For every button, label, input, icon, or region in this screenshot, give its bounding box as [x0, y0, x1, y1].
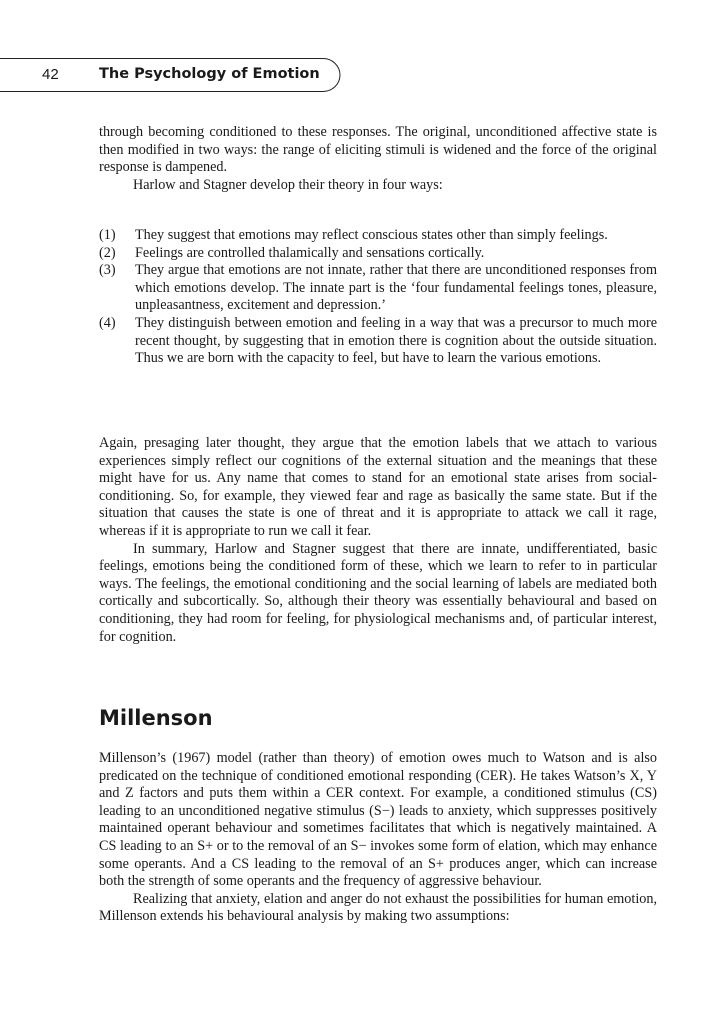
paragraph: through becoming conditioned to these responses. The original, unconditioned affective state is then modified in two ways: the range of eliciting stimuli is widened and the force of the original response is dampened. — [99, 124, 657, 176]
list-item-text: They argue that emotions are not innate, rather that there are unconditioned responses from which emotions develop. The innate part is the ‘four fundamental feelings tones, pleasure, unpleasantness, excitement and depression.’ — [135, 262, 657, 314]
section-text-block — [99, 750, 657, 926]
list-item — [99, 315, 657, 368]
list-item-text: Feelings are controlled thalamically and sensations cortically. — [135, 244, 485, 261]
list-item — [99, 245, 657, 263]
paragraph: Realizing that anxiety, elation and anger do not exhaust the possibilities for human emotion, Millenson extends his behavioural analysis by making two assumptions: — [99, 890, 657, 925]
middle-text-block — [99, 435, 657, 646]
page-number: 42 — [42, 66, 59, 83]
list-item-text: They distinguish between emotion and feeling in a way that was a precursor to much more recent thought, by suggesting that in emotion there is cognition about the outside situation. Thus we are born with the capacity to feel, but have to learn the various emotions. — [135, 314, 657, 367]
list-item-number: (3) — [99, 262, 116, 279]
running-header — [0, 58, 342, 92]
paragraph: Millenson’s (1967) model (rather than theory) of emotion owes much to Watson and is also predicated on the technique of conditioned emotional responding (CER). He takes Watson’s X, Y and Z factors and puts them within a CER context. For example, a conditioned stimulus (CS) leading to an unconditioned negative stimulus (S−) leads to anxiety, which suppresses positively maintained operant behaviour and sometimes facilitates that which is negatively maintained. A CS leading to an S+ or to the removal of an S− invokes some form of elation, which may enhance some operants. And a CS leading to the removal of an S+ produces anger, which can increase both the strength of some operants and the frequency of aggressive behaviour. — [99, 750, 657, 890]
list-item — [99, 227, 657, 245]
numbered-list — [99, 227, 657, 368]
book-title: The Psychology of Emotion — [99, 66, 320, 82]
list-item-number: (1) — [99, 227, 116, 243]
list-item — [99, 262, 657, 315]
paragraph: In summary, Harlow and Stagner suggest that there are innate, undifferentiated, basic feelings, emotions being the conditioned form of these, which we learn to refer to in particular ways. The feelings, the emotional conditioning and the social learning of labels are mediated both cortically and subcortically. So, although their theory was essentially behavioural and based on conditioning, they had room for feeling, for physiological mechanisms and, of particular interest, for cognition. — [99, 540, 657, 645]
list-item-number: (4) — [99, 314, 116, 331]
top-text-block — [99, 124, 657, 194]
list-item-number: (2) — [99, 244, 116, 261]
paragraph: Harlow and Stagner develop their theory in four ways: — [133, 176, 443, 193]
paragraph: Again, presaging later thought, they argue that the emotion labels that we attach to various experiences simply reflect our cognitions of the external situation and the meanings that these might have for us. Any name that comes to stand for an emotional state arises from social-conditioning. So, for example, they viewed fear and rage as basically the same state. But if the situation that causes the state is one of threat and it is appropriate to attack we call it rage, whereas if it is appropriate to run we call it fear. — [99, 435, 657, 539]
section-heading: Millenson — [99, 706, 213, 730]
list-item-text: They suggest that emotions may reflect conscious states other than simply feelings. — [135, 227, 608, 243]
